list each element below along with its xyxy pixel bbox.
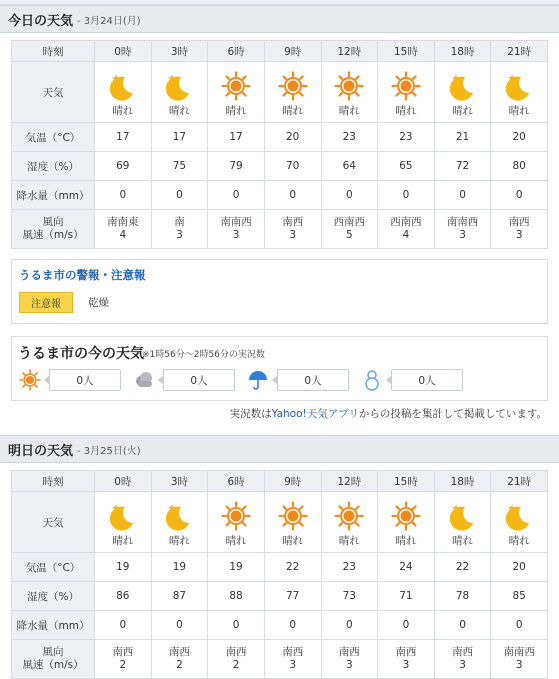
- temp-cell: 21: [434, 123, 491, 152]
- temp-cell: 17: [208, 123, 265, 152]
- temp-cell: 17: [151, 123, 208, 152]
- weather-text: 晴れ: [112, 104, 134, 117]
- wind-speed: 3: [402, 659, 410, 671]
- wind-label: [12, 640, 95, 679]
- wind-speed: 5: [345, 229, 353, 241]
- temp-cell: 22: [264, 553, 321, 582]
- moon-icon: [504, 501, 534, 531]
- alert-title-link[interactable]: うるま市の警報・注意報: [19, 268, 146, 282]
- humidity-cell: 77: [264, 582, 321, 611]
- humidity-cell: 64: [321, 152, 378, 181]
- weather-text: 晴れ: [282, 104, 304, 117]
- report-item: [133, 369, 235, 391]
- umbrella-icon: [247, 369, 269, 391]
- moon-icon: [108, 71, 138, 101]
- humidity-label: 湿度（%）: [12, 152, 95, 181]
- weather-text: 晴れ: [452, 104, 474, 117]
- wind-cell: [208, 210, 265, 249]
- wind-speed: 3: [289, 229, 297, 241]
- hour-cell: 3時: [151, 471, 208, 492]
- temp-cell: 23: [378, 123, 435, 152]
- tomorrow-forecast-table: [11, 470, 548, 679]
- report-item: [19, 369, 121, 391]
- moon-icon: [504, 71, 534, 101]
- weather-cell: [321, 492, 378, 553]
- current-weather-panel: [11, 336, 548, 401]
- weather-text: 晴れ: [452, 534, 474, 547]
- weather-cell: [151, 492, 208, 553]
- weather-cell: [208, 492, 265, 553]
- wind-speed: 3: [232, 229, 240, 241]
- temp-cell: 20: [491, 123, 548, 152]
- temp-cell: 19: [95, 553, 152, 582]
- today-header: [0, 5, 559, 33]
- tomorrow-title: 明日の天気: [8, 443, 74, 459]
- humidity-cell: 73: [321, 582, 378, 611]
- rain-cell: 0: [491, 611, 548, 640]
- rain-cell: 0: [95, 611, 152, 640]
- hour-cell: 15時: [378, 41, 435, 62]
- wind-cell: [95, 640, 152, 679]
- humidity-cell: 88: [208, 582, 265, 611]
- alert-panel: [11, 259, 548, 324]
- current-weather-title: うるま市の今の天気: [18, 346, 144, 362]
- rain-cell: 0: [208, 611, 265, 640]
- wind-cell: [264, 640, 321, 679]
- wind-direction: 南南西: [220, 216, 252, 228]
- humidity-cell: 80: [491, 152, 548, 181]
- warning-badge: 注意報: [19, 292, 73, 313]
- snowman-icon: [361, 369, 383, 391]
- app-link[interactable]: Yahoo!天気アプリ: [271, 408, 359, 420]
- wind-speed: 3: [345, 659, 353, 671]
- wind-direction: 南西: [338, 646, 360, 658]
- weather-label: 天気: [12, 492, 95, 553]
- sun-icon: [391, 71, 421, 101]
- rain-label: 降水量（mm）: [12, 181, 95, 210]
- wind-speed: 2: [176, 659, 183, 671]
- tomorrow-header: [0, 435, 559, 463]
- note-suffix: からの投稿を集計して掲載しています。: [358, 408, 547, 420]
- report-note: [0, 406, 547, 420]
- moon-icon: [164, 501, 194, 531]
- wind-label: [12, 210, 95, 249]
- weather-cell: [491, 62, 548, 123]
- sun-icon: [334, 501, 364, 531]
- weather-cell: [434, 62, 491, 123]
- moon-icon: [108, 501, 138, 531]
- rain-cell: 0: [434, 181, 491, 210]
- sun-icon: [221, 71, 251, 101]
- humidity-cell: 79: [208, 152, 265, 181]
- rain-cell: 0: [491, 181, 548, 210]
- humidity-cell: 69: [95, 152, 152, 181]
- weather-cell: [95, 492, 152, 553]
- wind-direction: 西南西: [390, 216, 422, 228]
- weather-text: 晴れ: [508, 104, 530, 117]
- wind-speed: 2: [232, 659, 240, 671]
- wind-cell: [95, 210, 152, 249]
- weather-cell: [95, 62, 152, 123]
- wind-direction: 南西: [282, 216, 304, 228]
- report-count: 0人: [391, 369, 463, 391]
- moon-icon: [448, 71, 478, 101]
- report-count: 0人: [277, 369, 349, 391]
- sun-icon: [221, 501, 251, 531]
- today-forecast-table: [11, 40, 548, 249]
- temp-cell: 23: [321, 553, 378, 582]
- weather-cell: [378, 492, 435, 553]
- wind-cell: [378, 210, 435, 249]
- moon-icon: [164, 71, 194, 101]
- wind-cell: [434, 640, 491, 679]
- wind-direction: 南西: [395, 646, 417, 658]
- weather-text: 晴れ: [168, 534, 190, 547]
- report-count: 0人: [163, 369, 235, 391]
- humidity-cell: 65: [378, 152, 435, 181]
- rain-label: 降水量（mm）: [12, 611, 95, 640]
- sun-icon: [19, 369, 41, 391]
- weather-text: 晴れ: [225, 534, 247, 547]
- sun-icon: [278, 501, 308, 531]
- hour-cell: 12時: [321, 41, 378, 62]
- wind-direction: 南西: [168, 646, 190, 658]
- temp-cell: 23: [321, 123, 378, 152]
- sun-icon: [334, 71, 364, 101]
- weather-text: 晴れ: [338, 534, 360, 547]
- wind-direction: 西南西: [333, 216, 366, 228]
- rain-cell: 0: [378, 181, 435, 210]
- weather-text: 晴れ: [395, 534, 417, 547]
- wind-cell: [491, 210, 548, 249]
- report-count: 0人: [49, 369, 121, 391]
- weather-text: 晴れ: [508, 534, 530, 547]
- temp-cell: 19: [151, 553, 208, 582]
- rain-cell: 0: [378, 611, 435, 640]
- weather-cell: [434, 492, 491, 553]
- temp-cell: 20: [491, 553, 548, 582]
- weather-cell: [378, 62, 435, 123]
- weather-text: 晴れ: [112, 534, 134, 547]
- moon-icon: [448, 501, 478, 531]
- hour-cell: 0時: [95, 471, 152, 492]
- temp-label: 気温（°C）: [12, 123, 95, 152]
- temp-cell: 17: [95, 123, 152, 152]
- wind-direction: 南西: [225, 646, 247, 658]
- hour-cell: 21時: [491, 41, 548, 62]
- hour-cell: 9時: [264, 471, 321, 492]
- wind-speed: 3: [289, 659, 297, 671]
- hour-cell: 9時: [264, 41, 321, 62]
- weather-text: 晴れ: [168, 104, 190, 117]
- wind-cell: [321, 640, 378, 679]
- temp-label: 気温（°C）: [12, 553, 95, 582]
- weather-cell: [208, 62, 265, 123]
- current-weather-subtitle: ※1時56分～2時56分の実況数: [142, 350, 265, 360]
- hour-cell: 15時: [378, 471, 435, 492]
- wind-speed-label: 風速（m/s）: [22, 659, 84, 671]
- wind-cell: [378, 640, 435, 679]
- note-prefix: 実況数は: [229, 408, 272, 420]
- hour-cell: 18時: [434, 41, 491, 62]
- humidity-cell: 72: [434, 152, 491, 181]
- humidity-cell: 70: [264, 152, 321, 181]
- rain-cell: 0: [264, 611, 321, 640]
- wind-speed: 2: [119, 659, 127, 671]
- humidity-cell: 87: [151, 582, 208, 611]
- temp-cell: 20: [264, 123, 321, 152]
- hour-cell: 21時: [491, 471, 548, 492]
- rain-cell: 0: [151, 611, 208, 640]
- wind-direction: 南西: [452, 646, 474, 658]
- humidity-cell: 86: [95, 582, 152, 611]
- weather-label: 天気: [12, 62, 95, 123]
- weather-cell: [264, 492, 321, 553]
- wind-direction: 南南東: [107, 216, 139, 228]
- weather-cell: [321, 62, 378, 123]
- wind-speed: 3: [515, 229, 523, 241]
- wind-speed-label: 風速（m/s）: [22, 229, 84, 241]
- time-label: 時刻: [12, 41, 95, 62]
- wind-direction: 南西: [282, 646, 304, 658]
- rain-cell: 0: [208, 181, 265, 210]
- temp-cell: 22: [434, 553, 491, 582]
- rain-cell: 0: [95, 181, 152, 210]
- humidity-cell: 85: [491, 582, 548, 611]
- temp-cell: 24: [378, 553, 435, 582]
- wind-speed: 4: [402, 229, 410, 241]
- wind-dir-label: 風向: [42, 646, 64, 658]
- hour-cell: 3時: [151, 41, 208, 62]
- weather-cell: [151, 62, 208, 123]
- wind-speed: 3: [459, 229, 466, 241]
- wind-direction: 南南西: [503, 646, 535, 658]
- humidity-cell: 71: [378, 582, 435, 611]
- wind-direction: 南西: [508, 216, 530, 228]
- weather-text: 晴れ: [338, 104, 360, 117]
- time-label: 時刻: [12, 471, 95, 492]
- wind-direction: 南西: [112, 646, 134, 658]
- report-counts: [19, 369, 475, 391]
- humidity-cell: 78: [434, 582, 491, 611]
- hour-cell: 6時: [208, 41, 265, 62]
- hour-cell: 6時: [208, 471, 265, 492]
- hour-cell: 0時: [95, 41, 152, 62]
- sun-icon: [278, 71, 308, 101]
- today-date: - 3月24日(月): [77, 15, 141, 27]
- wind-cell: [434, 210, 491, 249]
- wind-cell: [321, 210, 378, 249]
- rain-cell: 0: [321, 611, 378, 640]
- cloud-icon: [133, 369, 155, 391]
- rain-cell: 0: [151, 181, 208, 210]
- wind-cell: [491, 640, 548, 679]
- rain-cell: 0: [264, 181, 321, 210]
- tomorrow-date: - 3月25日(火): [77, 445, 141, 457]
- weather-text: 晴れ: [395, 104, 417, 117]
- wind-cell: [264, 210, 321, 249]
- wind-dir-label: 風向: [42, 216, 64, 228]
- weather-cell: [264, 62, 321, 123]
- wind-speed: 4: [119, 229, 127, 241]
- wind-cell: [151, 210, 208, 249]
- today-title: 今日の天気: [8, 13, 74, 29]
- wind-direction: 南: [174, 216, 185, 228]
- wind-speed: 3: [515, 659, 523, 671]
- wind-speed: 3: [176, 229, 183, 241]
- wind-direction: 南南西: [446, 216, 479, 228]
- weather-text: 晴れ: [225, 104, 247, 117]
- sun-icon: [391, 501, 421, 531]
- weather-cell: [491, 492, 548, 553]
- report-item: [247, 369, 349, 391]
- warning-text: 乾燥: [88, 297, 109, 309]
- wind-cell: [208, 640, 265, 679]
- report-item: [361, 369, 463, 391]
- weather-text: 晴れ: [282, 534, 304, 547]
- humidity-cell: 75: [151, 152, 208, 181]
- hour-cell: 12時: [321, 471, 378, 492]
- temp-cell: 19: [208, 553, 265, 582]
- wind-cell: [151, 640, 208, 679]
- rain-cell: 0: [321, 181, 378, 210]
- humidity-label: 湿度（%）: [12, 582, 95, 611]
- rain-cell: 0: [434, 611, 491, 640]
- wind-speed: 3: [459, 659, 466, 671]
- hour-cell: 18時: [434, 471, 491, 492]
